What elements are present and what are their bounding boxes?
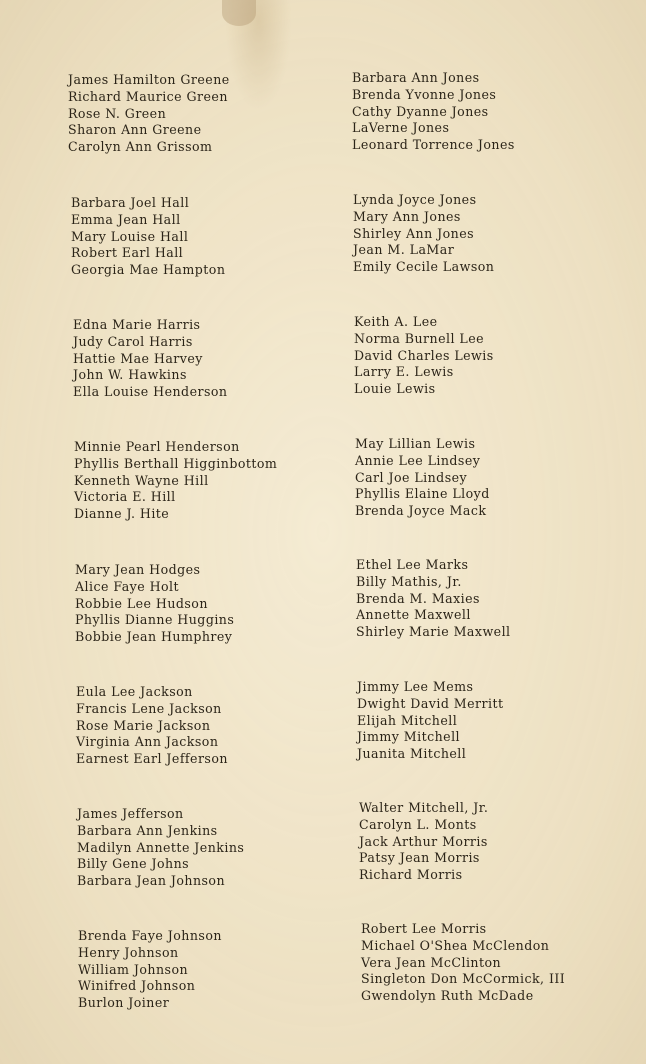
name-entry: May Lillian Lewis bbox=[355, 436, 476, 451]
name-group bbox=[76, 684, 376, 768]
name-entry: Phyllis Dianne Huggins bbox=[75, 612, 235, 628]
name-entry: Emily Cecile Lawson bbox=[353, 259, 495, 275]
name-entry: Elijah Mitchell bbox=[357, 712, 458, 728]
name-entry: Phyllis Elaine Lloyd bbox=[355, 486, 490, 502]
name-entry: Annette Maxwell bbox=[356, 607, 471, 623]
name-group bbox=[361, 921, 646, 1005]
name-group bbox=[74, 439, 374, 523]
name-entry: Winifred Johnson bbox=[78, 978, 196, 994]
name-entry: Henry Johnson bbox=[78, 944, 179, 960]
name-group bbox=[354, 314, 646, 398]
name-entry: Keith A. Lee bbox=[354, 314, 438, 329]
name-entry: Richard Maurice Green bbox=[68, 88, 228, 104]
name-group bbox=[68, 72, 368, 156]
name-entry: Jimmy Mitchell bbox=[357, 729, 461, 745]
name-entry: Norma Burnell Lee bbox=[354, 330, 485, 346]
name-entry: Carolyn Ann Grissom bbox=[68, 139, 213, 155]
name-entry: Francis Lene Jackson bbox=[76, 700, 222, 716]
name-entry: Juanita Mitchell bbox=[357, 746, 467, 762]
name-entry: Eula Lee Jackson bbox=[76, 684, 193, 699]
name-entry: Earnest Earl Jefferson bbox=[76, 751, 228, 767]
name-entry: Louie Lewis bbox=[354, 381, 436, 397]
name-entry: Brenda Joyce Mack bbox=[355, 503, 487, 519]
name-entry: Phyllis Berthall Higginbottom bbox=[74, 455, 278, 471]
name-entry: Kenneth Wayne Hill bbox=[74, 472, 209, 488]
name-group bbox=[73, 317, 373, 401]
name-entry: Carolyn L. Monts bbox=[359, 816, 477, 832]
name-group bbox=[352, 70, 646, 154]
name-entry: Barbara Ann Jones bbox=[352, 70, 480, 85]
name-entry: Robert Lee Morris bbox=[361, 921, 487, 936]
name-entry: Mary Louise Hall bbox=[71, 228, 189, 244]
name-entry: David Charles Lewis bbox=[354, 347, 494, 363]
name-entry: Barbara Ann Jenkins bbox=[77, 822, 218, 838]
name-group bbox=[78, 928, 378, 1012]
name-entry: Jack Arthur Morris bbox=[359, 833, 488, 849]
name-entry: Brenda Yvonne Jones bbox=[352, 86, 497, 102]
name-group bbox=[356, 557, 646, 641]
name-entry: Brenda Faye Johnson bbox=[78, 928, 222, 943]
name-group bbox=[77, 806, 377, 890]
name-entry: Mary Jean Hodges bbox=[75, 562, 201, 577]
name-entry: Robert Earl Hall bbox=[71, 245, 184, 261]
name-entry: Annie Lee Lindsey bbox=[355, 452, 481, 468]
name-entry: Dwight David Merritt bbox=[357, 695, 504, 711]
name-entry: Patsy Jean Morris bbox=[359, 850, 480, 866]
name-entry: Shirley Ann Jones bbox=[353, 225, 475, 241]
name-group bbox=[353, 192, 646, 276]
name-entry: Ella Louise Henderson bbox=[73, 384, 228, 400]
name-entry: Rose Marie Jackson bbox=[76, 717, 211, 733]
name-entry: William Johnson bbox=[78, 961, 189, 977]
name-entry: Ethel Lee Marks bbox=[356, 557, 469, 572]
name-entry: Minnie Pearl Henderson bbox=[74, 439, 240, 454]
name-entry: Dianne J. Hite bbox=[74, 506, 170, 522]
name-group bbox=[75, 562, 375, 646]
name-entry: Sharon Ann Greene bbox=[68, 122, 202, 138]
name-entry: Virginia Ann Jackson bbox=[76, 734, 219, 750]
name-entry: Madilyn Annette Jenkins bbox=[77, 839, 245, 855]
name-entry: Mary Ann Jones bbox=[353, 208, 461, 224]
name-entry: Billy Mathis, Jr. bbox=[356, 573, 462, 589]
name-entry: Emma Jean Hall bbox=[71, 211, 181, 227]
name-entry: Carl Joe Lindsey bbox=[355, 469, 468, 485]
name-entry: Lynda Joyce Jones bbox=[353, 192, 477, 207]
name-entry: Bobbie Jean Humphrey bbox=[75, 629, 233, 645]
name-entry: James Jefferson bbox=[77, 806, 184, 821]
name-entry: Jimmy Lee Mems bbox=[357, 679, 474, 694]
name-entry: Vera Jean McClinton bbox=[361, 954, 502, 970]
name-entry: Georgia Mae Hampton bbox=[71, 262, 226, 278]
name-entry: Walter Mitchell, Jr. bbox=[359, 800, 489, 815]
name-entry: Shirley Marie Maxwell bbox=[356, 624, 511, 640]
name-entry: Alice Faye Holt bbox=[75, 578, 180, 594]
name-entry: Michael O'Shea McClendon bbox=[361, 937, 550, 953]
name-entry: Billy Gene Johns bbox=[77, 856, 190, 872]
name-entry: Robbie Lee Hudson bbox=[75, 595, 208, 611]
name-entry: Brenda M. Maxies bbox=[356, 590, 480, 606]
name-entry: Gwendolyn Ruth McDade bbox=[361, 988, 534, 1004]
name-entry: Victoria E. Hill bbox=[74, 489, 176, 505]
name-entry: Leonard Torrence Jones bbox=[352, 137, 515, 153]
name-entry: Hattie Mae Harvey bbox=[73, 350, 203, 366]
name-group bbox=[355, 436, 646, 520]
name-entry: LaVerne Jones bbox=[352, 120, 450, 136]
name-entry: Singleton Don McCormick, III bbox=[361, 971, 566, 987]
name-entry: Barbara Jean Johnson bbox=[77, 873, 226, 889]
name-entry: Richard Morris bbox=[359, 867, 463, 883]
name-entry: John W. Hawkins bbox=[73, 367, 187, 383]
name-entry: Burlon Joiner bbox=[78, 995, 170, 1011]
paper-stain bbox=[222, 0, 256, 26]
name-entry: Cathy Dyanne Jones bbox=[352, 103, 489, 119]
name-group bbox=[357, 679, 646, 763]
name-entry: Judy Carol Harris bbox=[73, 333, 193, 349]
name-entry: James Hamilton Greene bbox=[68, 72, 230, 87]
name-entry: Larry E. Lewis bbox=[354, 364, 454, 380]
name-entry: Rose N. Green bbox=[68, 105, 167, 121]
name-entry: Jean M. LaMar bbox=[353, 242, 455, 258]
name-group bbox=[359, 800, 646, 884]
name-entry: Edna Marie Harris bbox=[73, 317, 201, 332]
name-group bbox=[71, 195, 371, 279]
name-entry: Barbara Joel Hall bbox=[71, 195, 190, 210]
